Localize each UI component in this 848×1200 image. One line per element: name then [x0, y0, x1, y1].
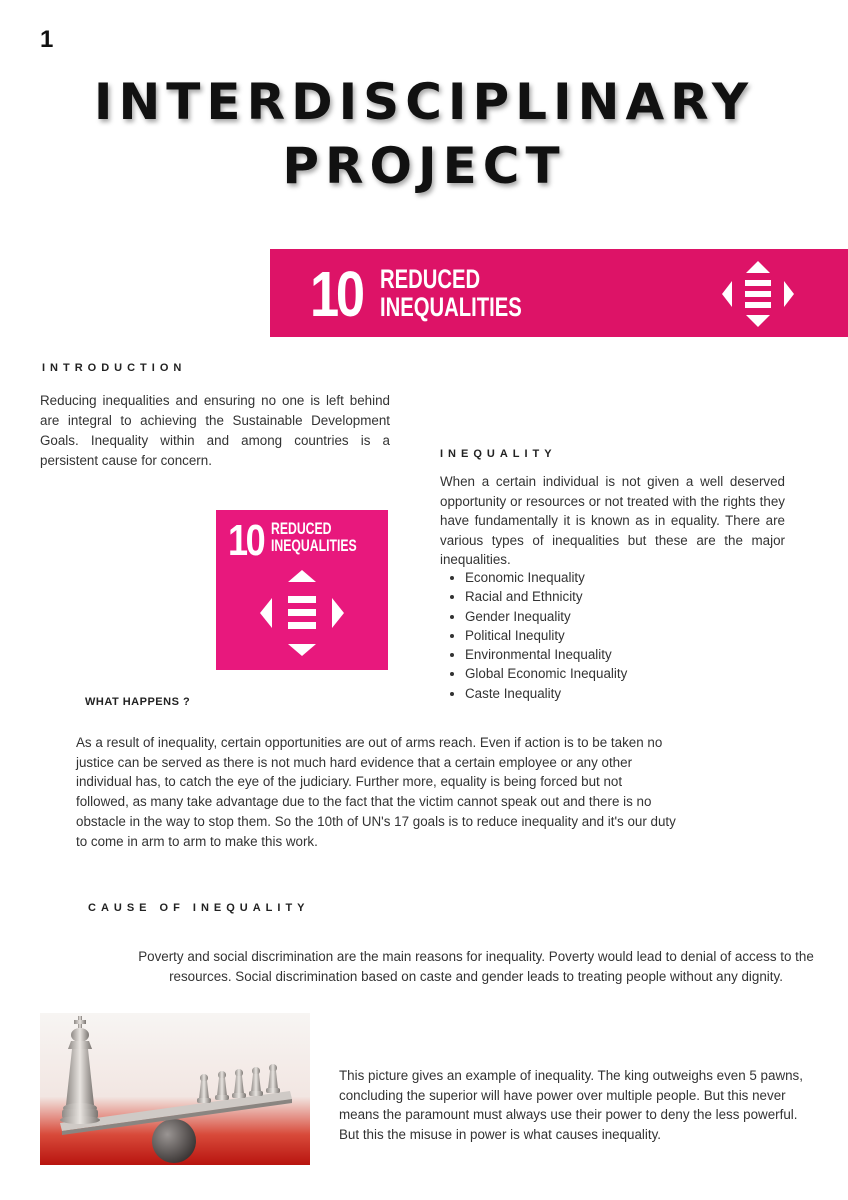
tile-title-line1: REDUCED [271, 519, 332, 538]
reduced-inequalities-icon [258, 568, 346, 658]
what-happens-text: As a result of inequality, certain opportunities are out of arms reach. Even if action is to be taken no justice can be served as there is not much hard evidence that a certain employee or any other individual has, to catch the eye of the judiciary. Further more, equality is being forced but not followed, as many take advantage due to the fact that the victim cannot speak out and there is no obstacle in the way to stop them. So the 10th of UN's 17 goals is to reduce inequality and it's our duty to come in arm to arm to make this work. [76, 735, 676, 849]
list-item: • Gender Inequality [465, 607, 825, 626]
chess-inequality-image [40, 1013, 310, 1165]
list-item: • Economic Inequality [465, 568, 825, 587]
cause-text: Poverty and social discrimination are the main reasons for inequality. Poverty would lead to denial of access to the resources. Social discrimination based on caste and gender leads to treating people without any dignity. [138, 949, 814, 984]
list-item: • Racial and Ethnicity [465, 587, 825, 606]
banner-title-line2: INEQUALITIES [380, 292, 522, 322]
tile-number: 10 [228, 516, 264, 565]
introduction-text: Reducing inequalities and ensuring no one is left behind are integral to achieving the Sustainable Development Goals. Inequality within and among countries is a persistent cause for concern. [40, 393, 390, 468]
list-item: • Global Economic Inequality [465, 664, 825, 683]
what-happens-heading: WHAT HAPPENS ? [85, 696, 191, 708]
tile-title [271, 520, 357, 554]
picture-caption: This picture gives an example of inequality. The king outweighs even 5 pawns, concluding the superior will have power over multiple people. But this never means the paramount must always use their power to deny the less powerful. But this the misuse in power is what causes inequality. [339, 1068, 803, 1142]
banner-number: 10 [310, 258, 362, 330]
introduction-heading: INTRODUCTION [42, 362, 187, 374]
inequality-text: When a certain individual is not given a well deserved opportunity or resources or not treated with the rights they have fundamentally it is known as in equality. There are various types of inequalities but these are the major inequalities. [440, 474, 785, 567]
page-title: INTERDISCIPLINARY PROJECT [93, 73, 755, 195]
banner-title [380, 265, 522, 321]
sdg-goal-tile [216, 510, 388, 670]
page-number: 1 [40, 26, 54, 53]
tile-title-line2: INEQUALITIES [271, 536, 357, 555]
inequality-heading: INEQUALITY [440, 448, 557, 460]
reduced-inequalities-icon [720, 257, 796, 331]
banner-title-line1: REDUCED [380, 264, 481, 294]
inequality-types-list [440, 568, 825, 703]
list-item: • Caste Inequality [465, 684, 825, 703]
sdg-banner [270, 249, 848, 337]
list-item: • Political Inequlity [465, 626, 825, 645]
cause-heading: CAUSE OF INEQUALITY [88, 902, 310, 914]
list-item: • Environmental Inequality [465, 645, 825, 664]
